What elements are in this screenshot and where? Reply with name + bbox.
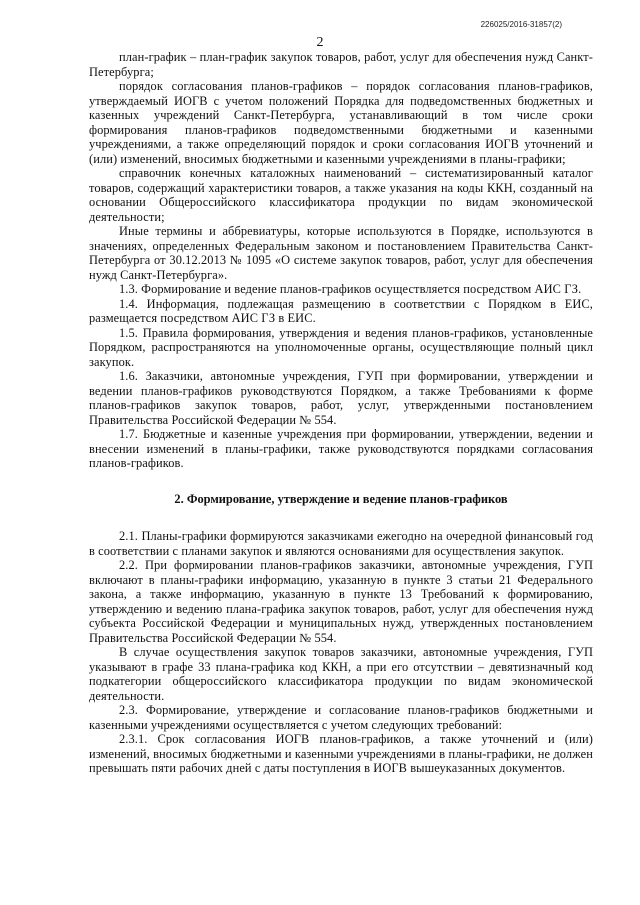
paragraph-catalog-definition: справочник конечных каталожных наименований – систематизированный каталог товаров, содержащий характеристики товаров, а также указания на коды ККН, созданный на основании Общероссийского классификатора продукции по видам экономической деятельности;: [89, 166, 593, 224]
paragraph-approval-procedure-definition: порядок согласования планов-графиков – порядок согласования планов-графиков, утверждаемый ИОГВ с учетом положений Порядка для подведомственных бюджетных и казенных учреждений Санкт-Петербурга, устанавливающий в том числе сроки формирования планов-графиков подведомственными бюджетными и казенными учреждениями, а также определяющий порядок и сроки согласования ИОГВ уточнений и (или) изменений, вносимых бюджетными и казенными учреждениями в планы-графики;: [89, 79, 593, 166]
paragraph-plan-grafik-definition: план-график – план-график закупок товаров, работ, услуг для обеспечения нужд Санкт-Петербурга;: [89, 50, 593, 79]
paragraph-2-3-1: 2.3.1. Срок согласования ИОГВ планов-графиков, а также уточнений и (или) изменений, вносимых бюджетными и казенными учреждениями в планы-графики, не должен превышать пяти рабочих дней с даты поступления в ИОГВ вышеуказанных документов.: [89, 732, 593, 775]
document-body: [89, 50, 593, 776]
paragraph-1-6: 1.6. Заказчики, автономные учреждения, ГУП при формировании, утверждении и ведении планов-графиков руководствуются Порядком, а также Требованиями к форме планов-графиков закупок товаров, работ, услуг, утвержденными постановлением Правительства Российской Федерации № 554.: [89, 369, 593, 427]
paragraph-other-terms: Иные термины и аббревиатуры, которые используются в Порядке, используются в значениях, определенных Федеральным законом и постановлением Правительства Санкт-Петербурга от 30.12.2013 № 1095 «О системе закупок товаров, работ, услуг для обеспечения нужд Санкт-Петербурга».: [89, 224, 593, 282]
paragraph-1-4: 1.4. Информация, подлежащая размещению в соответствии с Порядком в ЕИС, размещается посредством АИС ГЗ в ЕИС.: [89, 296, 593, 325]
paragraph-2-3: 2.3. Формирование, утверждение и согласование планов-графиков бюджетными и казенными учреждениями осуществляется с учетом следующих требований:: [89, 703, 593, 732]
page-number: 2: [316, 35, 324, 50]
paragraph-2-1: 2.1. Планы-графики формируются заказчиками ежегодно на очередной финансовый год в соответствии с планами закупок и являются основаниями для осуществления закупок.: [89, 529, 593, 558]
paragraph-2-2: 2.2. При формировании планов-графиков заказчики, автономные учреждения, ГУП включают в планы-графики информацию, указанную в пункте 3 статьи 21 Федерального закона, а также информацию, указанную в пункте 13 Требований к формированию, утверждению и ведению плана-графика закупок товаров, работ, услуг для обеспечения нужд субъекта Российской Федерации и муниципальных нужд, утвержденных постановлением Правительства Российской Федерации № 554.: [89, 558, 593, 645]
document-id: 226025/2016-31857(2): [480, 20, 562, 29]
paragraph-1-7: 1.7. Бюджетные и казенные учреждения при формировании, утверждении, ведении и внесении изменений в планы-графики, также руководствуются порядками согласования планов-графиков.: [89, 427, 593, 470]
paragraph-2-2-kkn: В случае осуществления закупок товаров заказчики, автономные учреждения, ГУП указывают в графе 33 плана-графика код ККН, а при его отсутствии – девятизначный код подкатегории общероссийского классификатора продукции по видам экономической деятельности.: [89, 645, 593, 703]
section-2-heading: 2. Формирование, утверждение и ведение планов-графиков: [174, 491, 508, 506]
paragraph-1-5: 1.5. Правила формирования, утверждения и ведения планов-графиков, установленные Порядком, распространяются на уполномоченные органы, осуществляющие полный цикл закупок.: [89, 325, 593, 369]
paragraph-1-3: 1.3. Формирование и ведение планов-графиков осуществляется посредством АИС ГЗ.: [119, 282, 582, 296]
